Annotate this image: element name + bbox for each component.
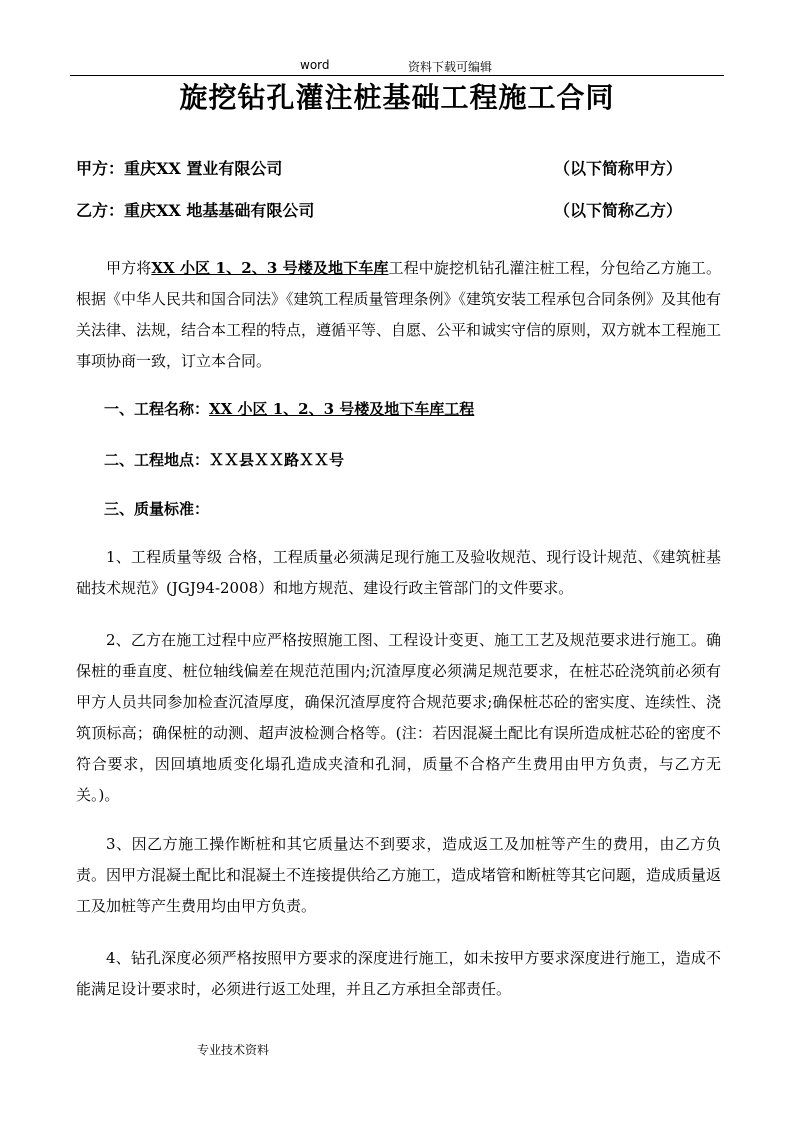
document-title: 旋挖钻孔灌注桩基础工程施工合同 (179, 81, 615, 114)
section1-value: XX 小区 1、2、3 号楼及地下车库工程 (209, 400, 475, 418)
section3-label: 三、质量标准： (104, 500, 210, 518)
section2-value: ＸＸ县ＸＸ路ＸＸ号 (209, 451, 345, 469)
section-project-name (104, 398, 474, 420)
section1-label: 一、工程名称： (104, 400, 210, 418)
clause-item: 2、乙方在施工过程中应严格按照施工图、工程设计变更、施工工艺及规范要求进行施工。确保桩的垂直度、桩位轴线偏差在规范范围内;沉渣厚度必须满足规范要求，在桩芯砼浇筑前必须有甲方人员共同参加检查沉渣厚度，确保沉渣厚度符合规范要求;确保桩芯砼的密实度、连续性、浇筑顶标高；确保桩的动测、超声波检测合格等。(注：若因混凝土配比有误所造成桩芯砼的密度不符合要求，因回填地质变化塌孔造成夹渣和孔洞，质量不合格产生费用由甲方负责，与乙方无关。)。 (76, 631, 721, 804)
header-editable-note: 资料下载可编辑 (408, 60, 493, 74)
party-b-abbr: （以下简称乙方） (554, 201, 683, 220)
section2-label: 二、工程地点： (104, 451, 210, 469)
page-header (0, 56, 794, 76)
party-a-label: 甲方：重庆XX 置业有限公司 (76, 159, 283, 178)
party-a (76, 158, 726, 180)
clause-item: 4、钻孔深度必须严格按照甲方要求的深度进行施工，如未按甲方要求深度进行施工，造成不能满足设计要求时，必须进行返工处理，并且乙方承担全部责任。 (76, 949, 721, 998)
section-quality-standard (104, 498, 209, 520)
clause-item: 3、因乙方施工操作断桩和其它质量达不到要求，造成返工及加桩等产生的费用，由乙方负责。因甲方混凝土配比和混凝土不连接提供给乙方施工，造成堵管和断桩等其它问题，造成质量返工及加桩等产生费用均由甲方负责。 (76, 835, 722, 915)
intro-project: XX 小区 1、2、3 号楼及地下车库 (151, 259, 389, 277)
party-a-abbr: （以下简称甲方） (554, 159, 683, 178)
party-b (76, 200, 726, 222)
clause-item: 1、工程质量等级 合格，工程质量必须满足现行施工及验收规范、现行设计规范、《建筑桩基础技术规范》(JGJ94-2008）和地方规范、建设行政主管部门的文件要求。 (76, 548, 721, 597)
section-project-location (104, 449, 344, 471)
header-word: word (300, 58, 330, 72)
intro-paragraph (76, 253, 721, 377)
header-rule (70, 75, 724, 76)
party-b-label: 乙方：重庆XX 地基基础有限公司 (76, 201, 315, 220)
page-footer: 专业技术资料 (197, 1043, 270, 1057)
intro-pre: 甲方将 (106, 259, 152, 277)
intro-post: 工程中旋挖机钻孔灌注桩工程，分包给乙方施工。根据《中华人民共和国合同法》《建筑工程质量管理条例》《建筑安装工程承包合同条例》及其他有关法律、法规，结合本工程的特点，遵循平等、自愿、公平和诚实守信的原则，双方就本工程施工事项协商一致，订立本合同。 (76, 259, 722, 370)
